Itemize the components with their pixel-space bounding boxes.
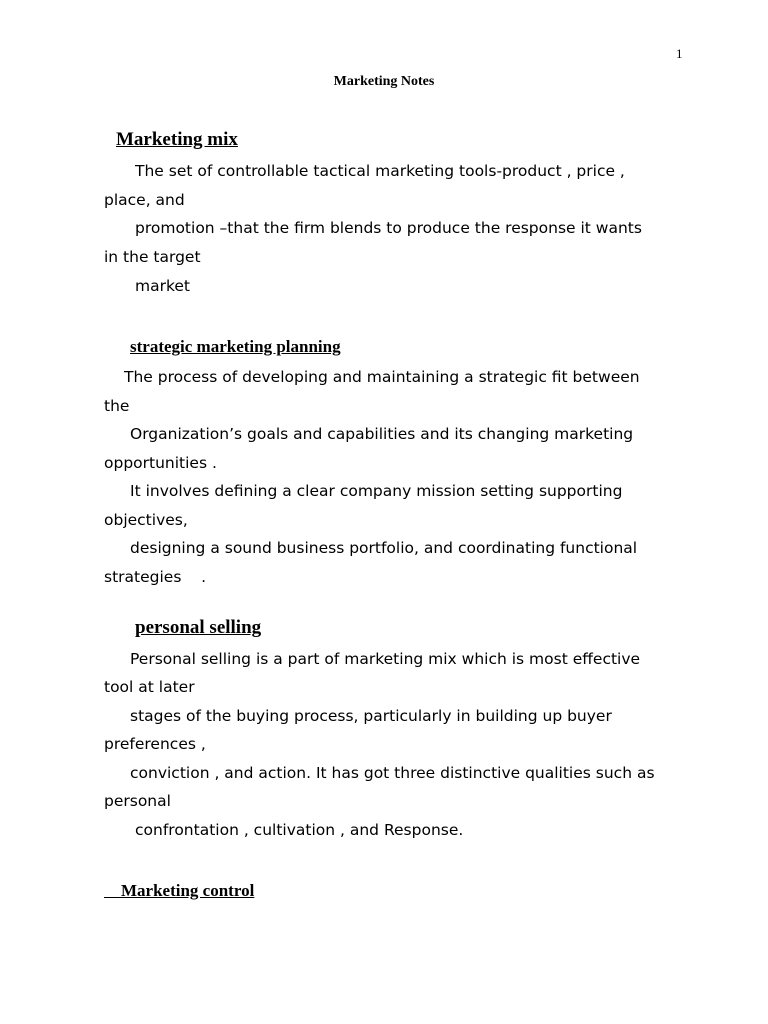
paragraph-line: tool at later [104, 678, 195, 696]
paragraph-line: promotion –that the firm blends to produce the response it wants [135, 219, 642, 237]
paragraph-line: Personal selling is a part of marketing mix which is most effective [130, 650, 641, 668]
paragraph-line: designing a sound business portfolio, and coordinating functional [130, 539, 638, 557]
page-number: 1 [676, 46, 683, 61]
paragraph-line: The set of controllable tactical marketing tools-product , price , [135, 162, 625, 180]
paragraph-line: confrontation , cultivation , and Response. [135, 821, 464, 839]
paragraph-line: Organization’s goals and capabilities and its changing marketing [130, 425, 634, 443]
paragraph-line: opportunities . [104, 454, 217, 472]
section-heading-label: Marketing control [121, 881, 255, 900]
paragraph-line: stages of the buying process, particularly in building up buyer [130, 707, 612, 725]
section-heading-personal-selling: personal selling [135, 617, 262, 638]
paragraph-line: market [135, 277, 191, 295]
paragraph-line: preferences , [104, 735, 206, 753]
paragraph-line: strategies . [104, 568, 207, 586]
paragraph-line: It involves defining a clear company mission setting supporting [130, 482, 623, 500]
paragraph-line: conviction , and action. It has got three distinctive qualities such as [130, 764, 655, 782]
paragraph-line: personal [104, 792, 171, 810]
paragraph-line: The process of developing and maintaining a strategic fit between [124, 368, 640, 386]
paragraph-line: place, and [104, 191, 185, 209]
section-heading-marketing-mix: Marketing mix [116, 129, 238, 150]
paragraph-line: objectives, [104, 511, 188, 529]
document-title: Marketing Notes [333, 74, 435, 89]
section-heading-strategic-marketing-planning: strategic marketing planning [130, 337, 341, 356]
paragraph-line: the [104, 397, 130, 415]
section-heading-marketing-control [104, 881, 254, 901]
paragraph-line: in the target [104, 248, 201, 266]
